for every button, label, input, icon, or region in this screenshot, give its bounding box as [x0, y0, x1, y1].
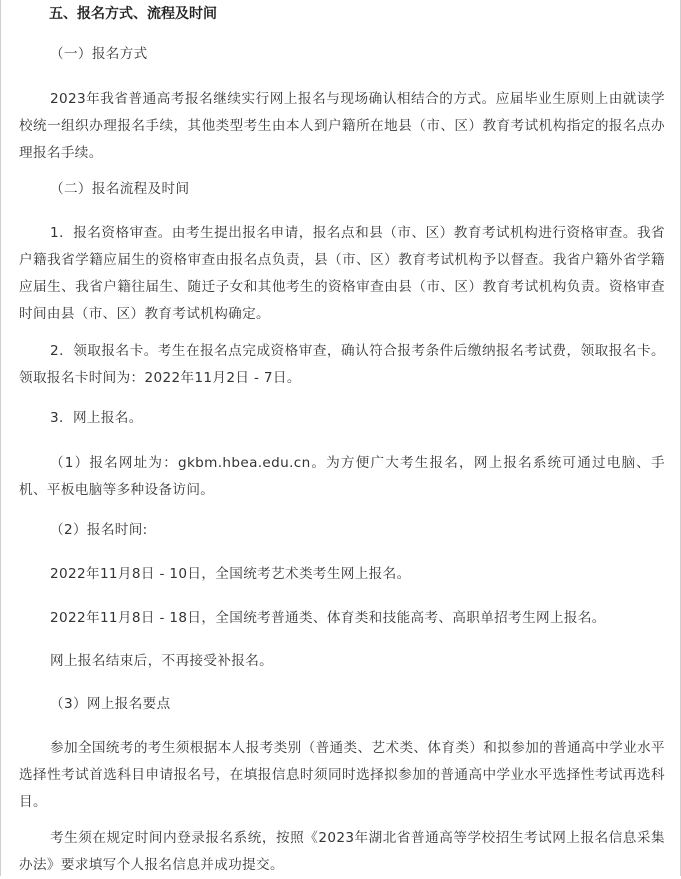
paragraph-qualification-review: 1．报名资格审查。由考生提出报名申请，报名点和县（市、区）教育考试机构进行资格审查。我省户籍我省学籍应届生的资格审查由报名点负责，县（市、区）教育考试机构予以督查。我省户籍外省学籍应届生、我省户籍往届生、随迁子女和其他考生的资格审查由县（市、区）教育考试机构负责。资格审查时间由县（市、区）教育考试机构确定。: [19, 225, 665, 322]
subheading-registration-method: （一）报名方式: [50, 46, 148, 62]
section-heading: 五、报名方式、流程及时间: [49, 6, 217, 22]
subheading-registration-time: （2）报名时间:: [50, 522, 148, 538]
subheading-process-and-time: （二）报名流程及时间: [50, 181, 190, 197]
paragraph-subject-selection: 参加全国统考的考生须根据本人报考类别（普通类、艺术类、体育类）和拟参加的普通高中学业水平选择性考试首选科目申请报名号，在填报信息时须同时选择拟参加的普通高中学业水平选择性考试再选科目。: [19, 740, 665, 810]
paragraph-art-registration-time: 2022年11月8日 - 10日，全国统考艺术类考生网上报名。: [50, 566, 411, 582]
paragraph-registration-url: （1）报名网址为：gkbm.hbea.edu.cn。为方便广大考生报名，网上报名系统可通过电脑、手机、平板电脑等多种设备访问。: [19, 455, 665, 498]
paragraph-no-late-registration: 网上报名结束后，不再接受补报名。: [50, 653, 274, 669]
paragraph-registration-method: 2023年我省普通高考报名继续实行网上报名与现场确认相结合的方式。应届毕业生原则上由就读学校统一组织办理报名手续，其他类型考生由本人到户籍所在地县（市、区）教育考试机构指定的报名点办理报名手续。: [19, 91, 665, 161]
paragraph-general-registration-time: 2022年11月8日 - 18日，全国统考普通类、体育类和技能高考、高职单招考生网上报名。: [50, 610, 606, 626]
paragraph-submit-info: 考生须在规定时间内登录报名系统，按照《2023年湖北省普通高等学校招生考试网上报名信息采集办法》要求填写个人报名信息并成功提交。: [19, 830, 665, 873]
subheading-online-registration: 3．网上报名。: [50, 410, 143, 426]
subheading-registration-points: （3）网上报名要点: [50, 696, 171, 712]
paragraph-registration-card: 2．领取报名卡。考生在报名点完成资格审查，确认符合报考条件后缴纳报名考试费，领取报名卡。领取报名卡时间为：2022年11月2日 - 7日。: [19, 343, 665, 386]
